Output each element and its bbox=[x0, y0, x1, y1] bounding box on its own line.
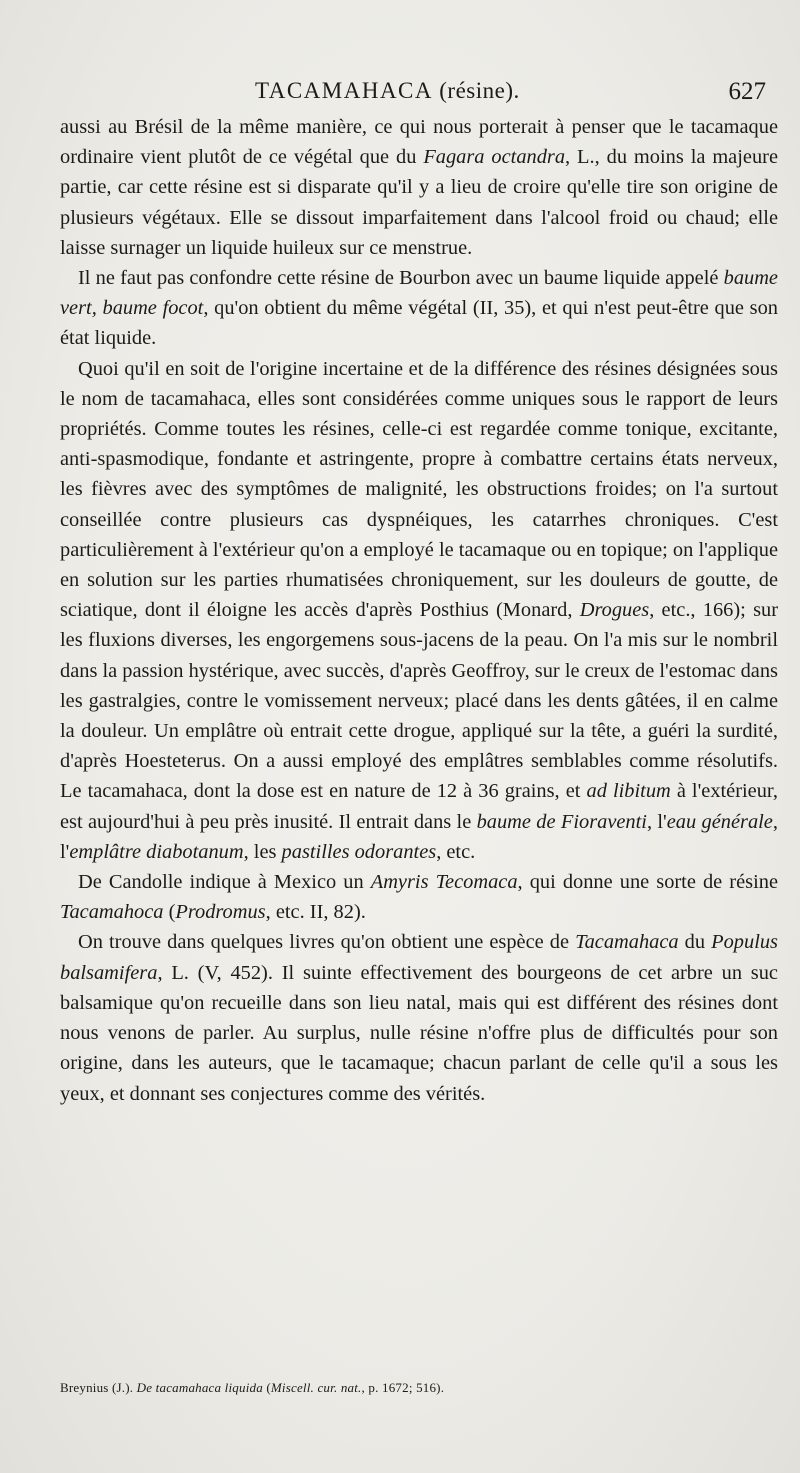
italic-text: ad libitum bbox=[586, 780, 671, 803]
paragraph bbox=[60, 354, 778, 867]
running-head-subtitle: (résine). bbox=[433, 78, 520, 103]
paragraph bbox=[60, 927, 778, 1108]
paragraph bbox=[60, 263, 778, 354]
text-run: , etc., 166); sur les fluxions diverses, les engorgemens sous-jacens de la peau. On l'a mis sur le nombril dans la passion hystérique, avec succès, d'après Geoffroy, sur le creux de l'estomac dans les gastralgies, contre le vomissement nerveux; placé dans les dents gâtées, il en calme la douleur. Un emplâtre où entrait cette drogue, appliqué sur la tête, a guéri la surdité, d'après Hoesteterus. On a aussi employé des emplâtres semblables comme résolutifs. Le tacamahaca, dont la dose est en nature de 12 à 36 grains, et bbox=[60, 599, 778, 803]
text-run: , qui donne une sorte de résine bbox=[517, 871, 778, 894]
body-text bbox=[60, 112, 778, 1109]
text-run: On trouve dans quelques livres qu'on obtient une espèce de bbox=[78, 931, 576, 954]
italic-text: eau générale bbox=[666, 810, 773, 833]
text-run: , L. (V, 452). Il suinte effectivement des bourgeons de cet arbre un suc balsamique qu'on recueille dans son lieu natal, mais qui est différent des résines dont nous venons de parler. Au surplus, nulle résine n'offre plus de difficultés pour son origine, dans les auteurs, que le tacamaque; chacun parlant de celle qu'il a sous les yeux, et donnant ses conjectures comme des vérités. bbox=[60, 961, 778, 1105]
footnote bbox=[60, 1378, 778, 1398]
page-header bbox=[60, 78, 778, 110]
text-run: , les bbox=[243, 840, 282, 863]
italic-text: emplâtre diabotanum bbox=[69, 840, 244, 863]
page-number: 627 bbox=[728, 78, 766, 105]
text-run: Quoi qu'il en soit de l'origine incertaine et de la différence des résines désignées sous le nom de tacamahaca, elles sont considérées comme uniques sous le rapport de leurs propriétés. Comme toutes les résines, celle-ci est regardée comme tonique, excitante, anti-spasmodique, fondante et astringente, propre à combattre certains états nerveux, les fièvres avec des symptômes de malignité, les obstructions froides; on l'a surtout conseillée contre plusieurs cas dyspnéiques, les catarrhes chroniques. C'est particulièrement à l'extérieur qu'on a employé le tacamaque ou en topique; on l'applique en solution sur les parties rhumatisées chroniquement, sur les douleurs de goutte, de sciatique, dont il éloigne les accès d'après Posthius (Monard, bbox=[60, 357, 778, 622]
text-run: , p. 1672; 516). bbox=[361, 1380, 445, 1395]
running-head bbox=[255, 78, 520, 104]
text-run: , etc. bbox=[436, 840, 476, 863]
text-run: , l' bbox=[646, 810, 667, 833]
text-run: ( bbox=[163, 901, 176, 924]
text-run: Breynius (J.). bbox=[60, 1380, 137, 1395]
text-run: , qu'on obtient du même végétal (II, 35), et qui n'est peut-être que son état liquide. bbox=[60, 297, 778, 350]
text-run: , l' bbox=[60, 810, 778, 863]
italic-text: Prodromus bbox=[175, 901, 266, 924]
italic-text: Drogues bbox=[579, 599, 650, 622]
italic-text: De tacamahaca liquida bbox=[136, 1380, 263, 1395]
italic-text: Fagara octandra bbox=[423, 146, 566, 169]
italic-text: pastilles odorantes bbox=[281, 840, 437, 863]
italic-text: Amyris Tecomaca bbox=[370, 871, 518, 894]
text-run: à l'extérieur, est aujourd'hui à peu près inusité. Il entrait dans le bbox=[60, 780, 779, 833]
italic-text: Tacamahoca bbox=[60, 901, 164, 924]
paragraph bbox=[60, 112, 778, 263]
text-run: , L., du moins la majeure partie, car cette résine est si disparate qu'il y a lieu de croire qu'elle tire son origine de plusieurs végétaux. Elle se dissout imparfaitement dans l'alcool froid ou chaud; elle laisse surnager un liquide huileux sur ce menstrue. bbox=[60, 146, 778, 259]
italic-text: Tacamahaca bbox=[575, 931, 679, 954]
italic-text: Miscell. cur. nat. bbox=[270, 1380, 362, 1395]
italic-text: baume de Fioraventi bbox=[476, 810, 647, 833]
text-run: , etc. II, 82). bbox=[265, 901, 366, 924]
italic-text: Populus balsamifera bbox=[60, 931, 778, 984]
text-run: Il ne faut pas confondre cette résine de Bourbon avec un baume liquide appelé bbox=[78, 267, 724, 290]
text-run: du bbox=[678, 931, 712, 954]
text-run: De Candolle indique à Mexico un bbox=[78, 871, 371, 894]
text-run: aussi au Brésil de la même manière, ce qui nous porterait à penser que le tacamaque ordinaire vient plutôt de ce végétal que du bbox=[60, 116, 778, 169]
paragraph bbox=[60, 867, 778, 927]
text-run: ( bbox=[262, 1380, 271, 1395]
italic-text: baume vert, baume focot bbox=[60, 267, 778, 320]
running-head-title: TACAMAHACA bbox=[255, 78, 433, 103]
